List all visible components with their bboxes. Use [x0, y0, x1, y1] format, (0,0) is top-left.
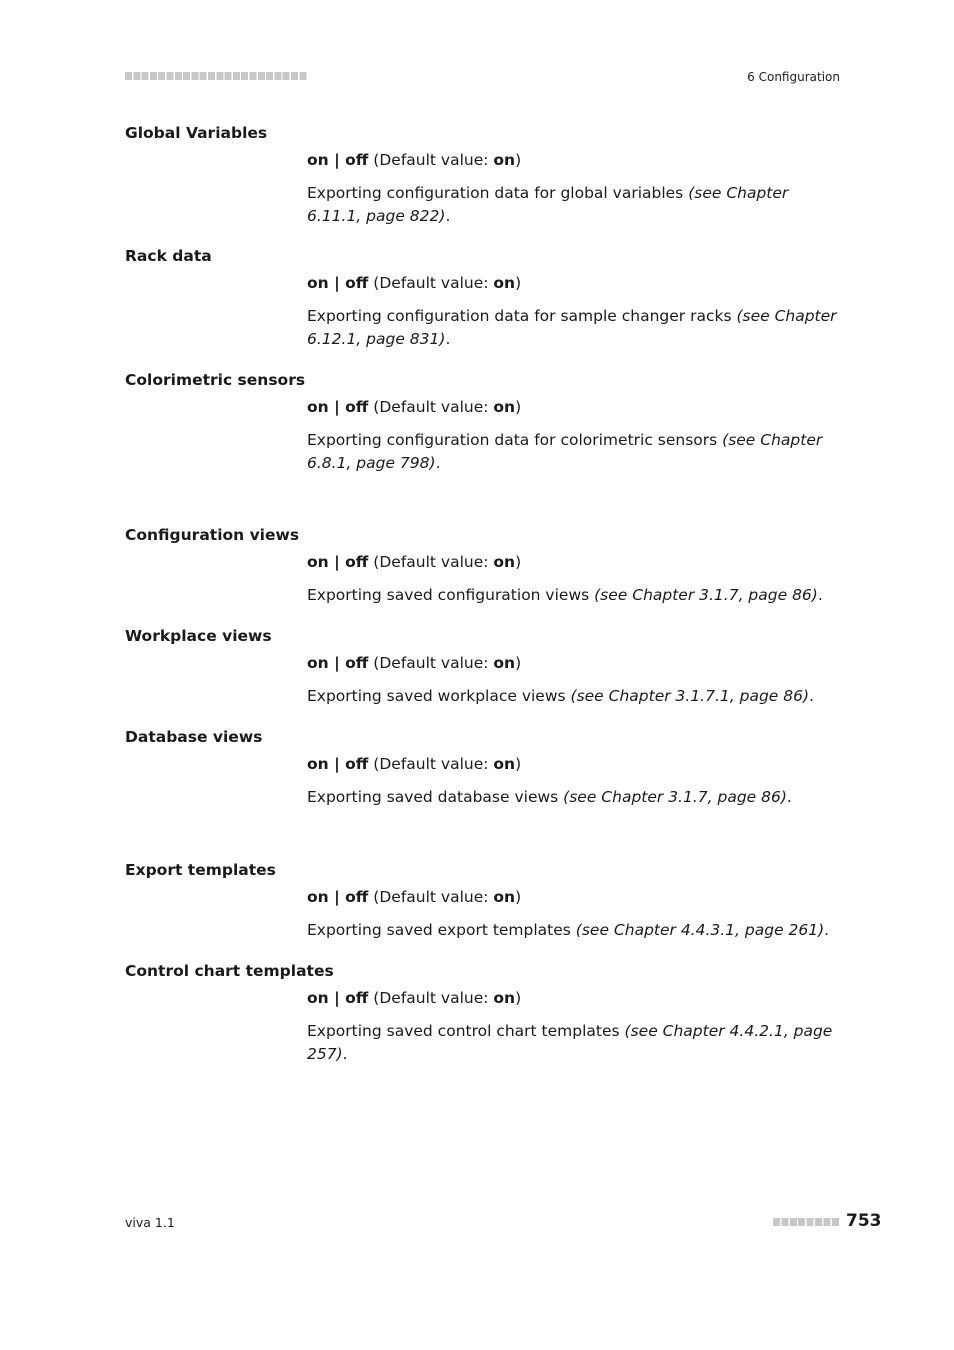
parameter-values: on | off (Default value: on) — [307, 888, 522, 906]
parameter-section — [125, 626, 845, 708]
parameter-title: Rack data — [125, 247, 212, 265]
parameter-description: Exporting saved configuration views (see Chapter 3.1.7, page 86). — [307, 586, 823, 604]
parameter-values: on | off (Default value: on) — [307, 989, 522, 1007]
parameter-section — [125, 246, 845, 350]
parameter-title: Colorimetric sensors — [125, 371, 306, 389]
parameter-section — [125, 961, 845, 1065]
parameter-values: on | off (Default value: on) — [307, 151, 522, 169]
parameter-description: Exporting configuration data for colorimetric sensors (see Chapter 6.8.1, page 798). — [307, 431, 823, 472]
parameter-section — [125, 370, 845, 474]
parameter-section — [125, 727, 845, 809]
footer-product: viva 1.1 — [125, 1215, 175, 1230]
parameter-description: Exporting saved export templates (see Chapter 4.4.3.1, page 261). — [307, 921, 830, 939]
parameter-title: Configuration views — [125, 526, 300, 544]
chapter-reference-link[interactable]: (see Chapter 6.8.1, page 798) — [307, 431, 823, 472]
parameter-values: on | off (Default value: on) — [307, 553, 522, 571]
parameter-title: Global Variables — [125, 124, 268, 142]
running-header-chapter: 6 Configuration — [747, 70, 840, 84]
header-decoration — [125, 72, 307, 80]
parameter-values: on | off (Default value: on) — [307, 654, 522, 672]
parameter-title: Database views — [125, 728, 263, 746]
chapter-reference-link[interactable]: (see Chapter 4.4.3.1, page 261) — [575, 921, 825, 939]
parameter-description: Exporting configuration data for sample changer racks (see Chapter 6.12.1, page 831). — [307, 307, 837, 348]
parameter-values: on | off (Default value: on) — [307, 755, 522, 773]
parameter-description: Exporting saved database views (see Chapter 3.1.7, page 86). — [307, 788, 792, 806]
chapter-reference-link[interactable]: (see Chapter 3.1.7, page 86) — [594, 586, 818, 604]
chapter-reference-link[interactable]: (see Chapter 6.11.1, page 822) — [307, 184, 789, 225]
parameter-title: Workplace views — [125, 627, 272, 645]
parameter-title: Export templates — [125, 861, 276, 879]
parameter-section — [125, 860, 845, 942]
chapter-reference-link[interactable]: (see Chapter 3.1.7.1, page 86) — [570, 687, 810, 705]
parameter-description: Exporting saved workplace views (see Chapter 3.1.7.1, page 86). — [307, 687, 814, 705]
chapter-reference-link[interactable]: (see Chapter 4.4.2.1, page 257) — [307, 1022, 833, 1063]
parameter-section — [125, 525, 845, 607]
parameter-title: Control chart templates — [125, 962, 334, 980]
chapter-reference-link[interactable]: (see Chapter 3.1.7, page 86) — [563, 788, 787, 806]
parameter-description: Exporting saved control chart templates (see Chapter 4.4.2.1, page 257). — [307, 1022, 833, 1063]
parameter-values: on | off (Default value: on) — [307, 398, 522, 416]
footer-decoration — [773, 1218, 840, 1226]
parameter-description: Exporting configuration data for global variables (see Chapter 6.11.1, page 822). — [307, 184, 789, 225]
parameter-values: on | off (Default value: on) — [307, 274, 522, 292]
page-number: 753 — [846, 1211, 882, 1231]
parameter-section — [125, 123, 845, 227]
chapter-reference-link[interactable]: (see Chapter 6.12.1, page 831) — [307, 307, 837, 348]
